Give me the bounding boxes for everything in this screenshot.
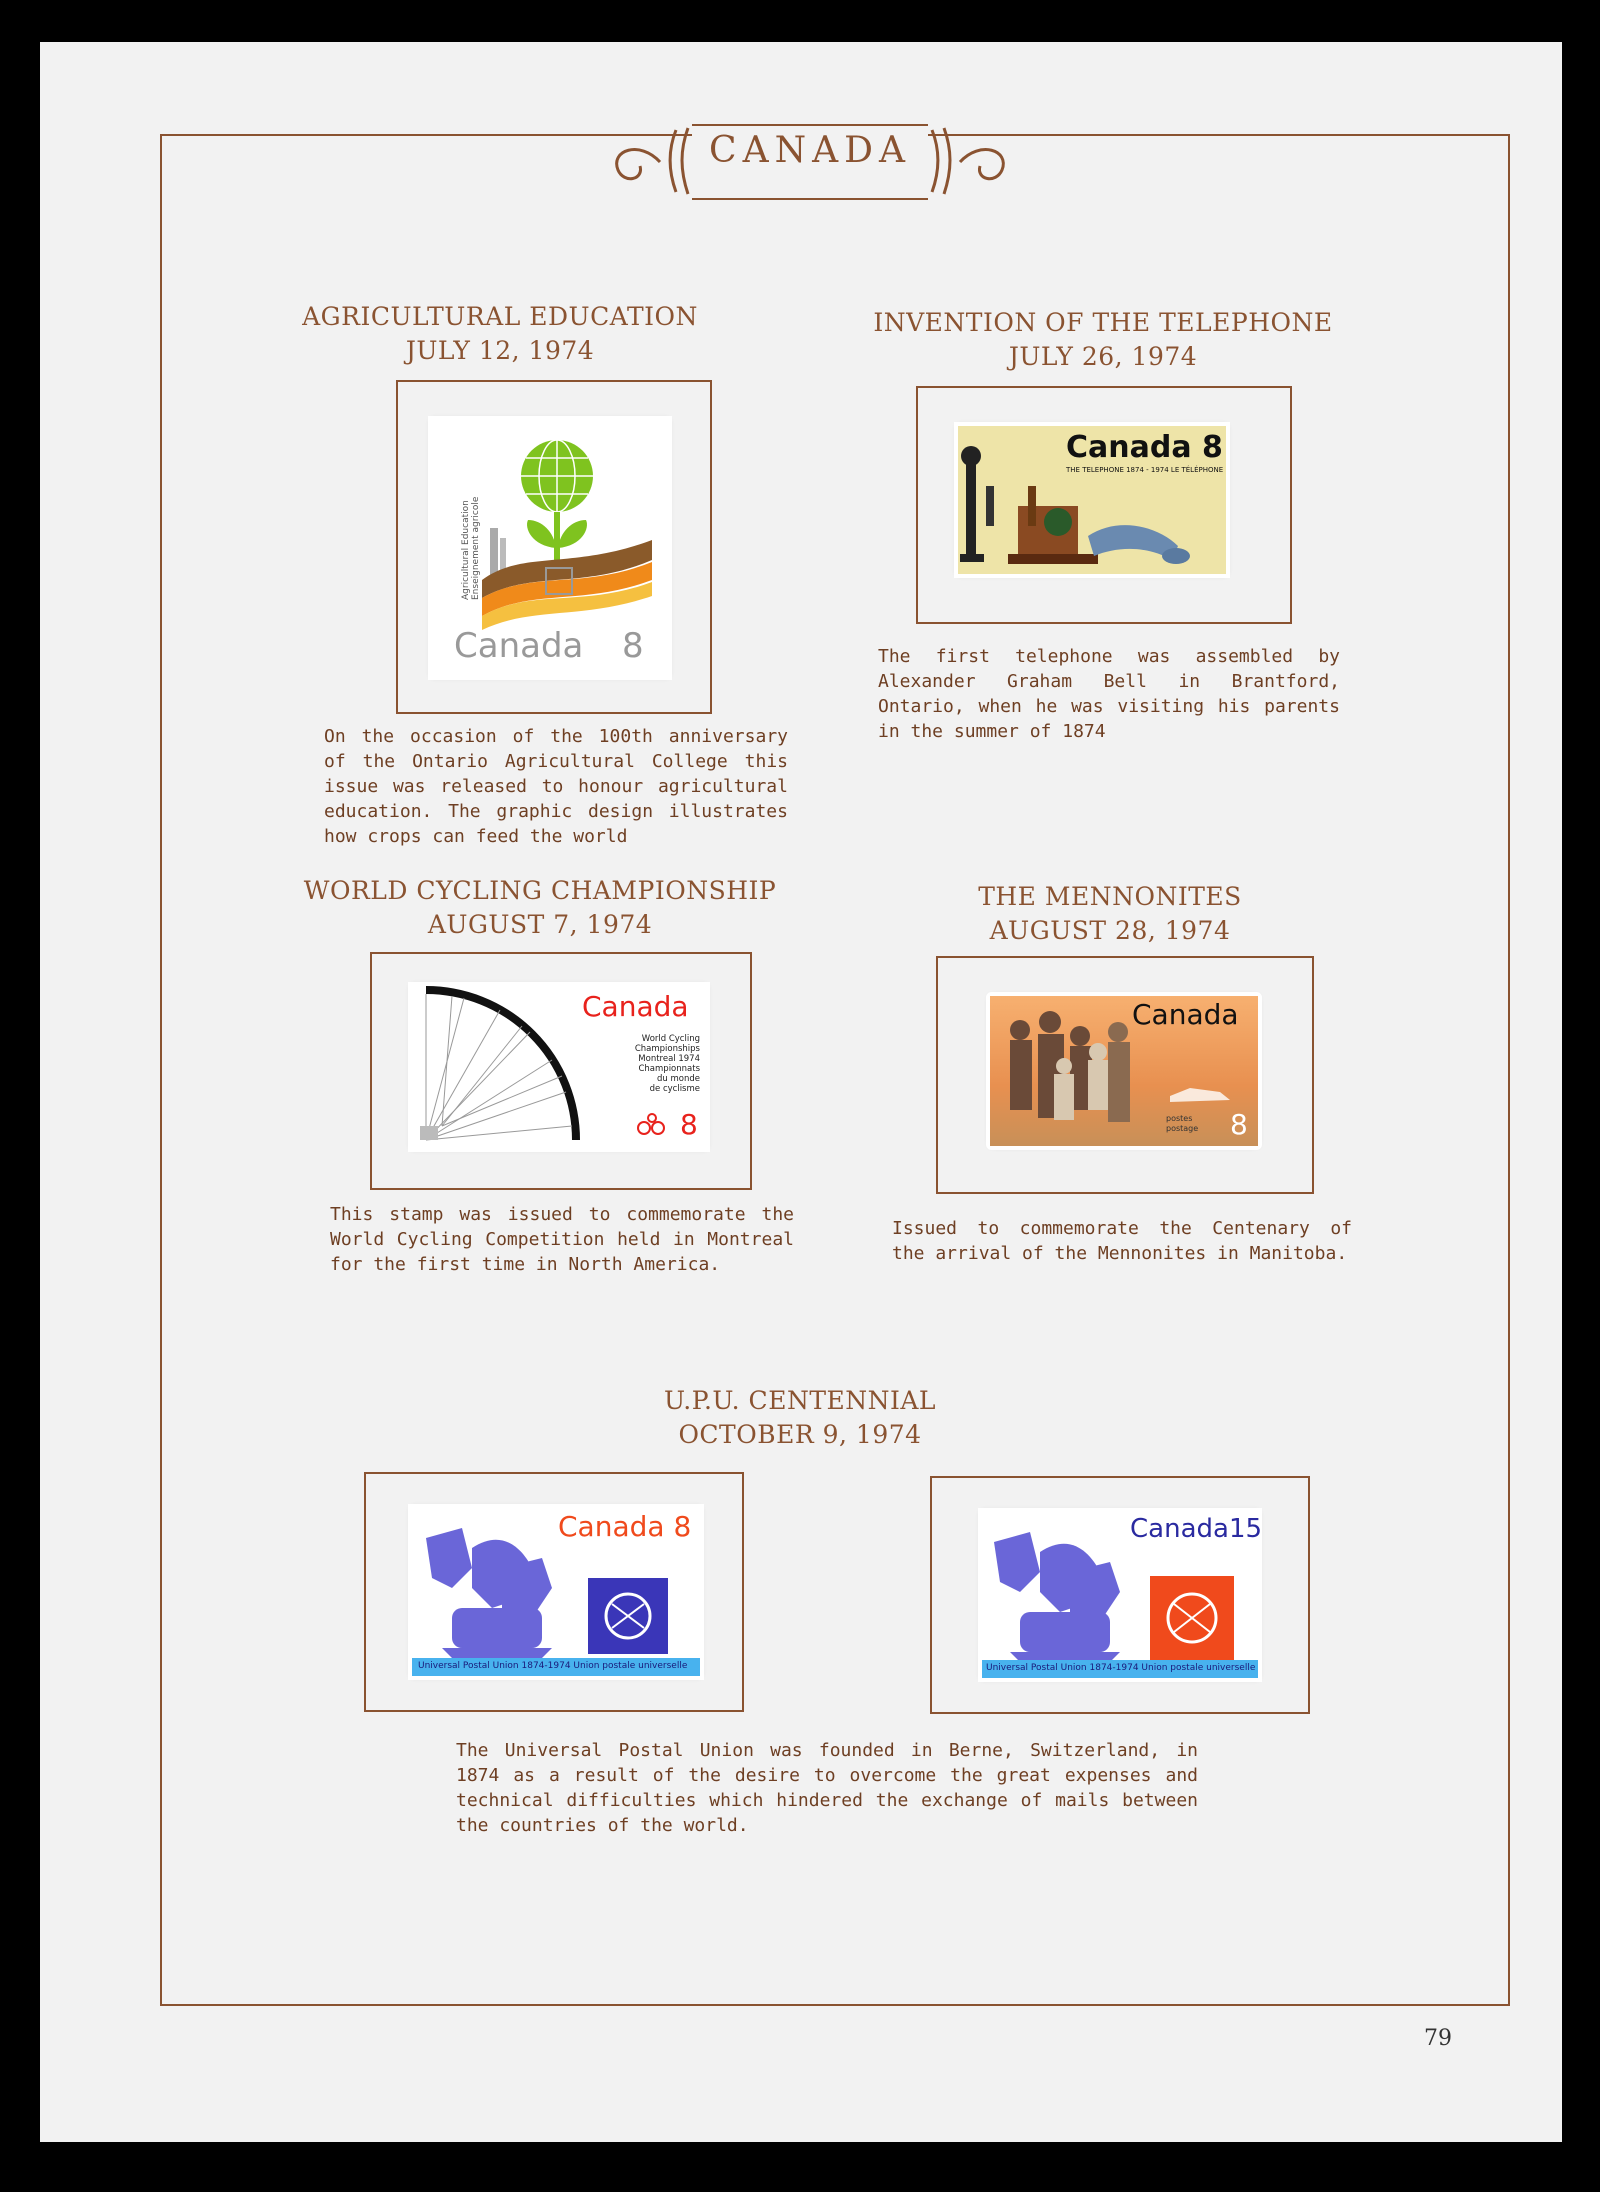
cycling-description (330, 1202, 794, 1277)
page-header (600, 110, 1020, 210)
mennonites-postage-line: postes (1166, 1114, 1193, 1123)
upu-desc-line: technical difficulties which hindered the exchange of mails between (456, 1790, 1198, 1811)
mennonites-desc-line: the arrival of the Mennonites in Manitoba. (892, 1243, 1348, 1264)
telephone-title-line1: INVENTION OF THE TELEPHONE (873, 308, 1333, 337)
mennonites-stamp-country: Canada (1132, 998, 1239, 1031)
mennonites-stamp-value: 8 (1230, 1108, 1248, 1141)
cycling-stamp (412, 986, 706, 1148)
upu-description (456, 1738, 1198, 1838)
agricultural-stamp-country: Canada (454, 626, 584, 666)
upu-stamp-8-country: Canada (558, 1510, 665, 1543)
agricultural-desc-line: of the Ontario Agricultural College this (324, 751, 788, 772)
agricultural-desc-line: education. The graphic design illustrates (324, 801, 788, 822)
cycling-date: AUGUST 7, 1974 (427, 910, 653, 939)
telephone-stamp-subtitle: THE TELEPHONE 1874 - 1974 LE TÉLÉPHONE (1066, 466, 1224, 474)
upu-stamp-8 (412, 1508, 700, 1676)
cycling-stamp-country: Canada (582, 990, 689, 1023)
agricultural-description (324, 724, 788, 849)
cycling-stamp-line: du monde (657, 1074, 700, 1084)
agricultural-desc-line: how crops can feed the world (324, 826, 628, 847)
agricultural-desc-line: On the occasion of the 100th anniversary (324, 726, 788, 747)
upu-title-line1: U.P.U. CENTENNIAL (663, 1386, 937, 1415)
page-number: 79 (1424, 2026, 1452, 2051)
agricultural-title (300, 300, 700, 368)
mennonites-title (940, 880, 1280, 948)
upu-stamp-15 (982, 1512, 1263, 1678)
cycling-desc-line: This stamp was issued to commemorate the (330, 1204, 794, 1225)
telephone-date: JULY 26, 1974 (1008, 342, 1198, 371)
telephone-desc-line: The first telephone was assembled by (878, 646, 1340, 667)
agricultural-stamp (432, 420, 668, 676)
agricultural-side-text2: Enseignement agricole (471, 496, 481, 600)
cycling-stamp-line: Championnats (638, 1064, 700, 1074)
cycling-desc-line: for the first time in North America. (330, 1254, 721, 1275)
upu-stamp-15-value: 15 (1228, 1514, 1263, 1544)
mennonites-date: AUGUST 28, 1974 (989, 916, 1231, 945)
upu-stamp-15-band: Universal Postal Union 1874-1974 Union postale universelle (986, 1663, 1256, 1673)
cycling-title (300, 874, 780, 942)
cycling-stamp-line: World Cycling (641, 1034, 700, 1044)
mennonites-desc-line: Issued to commemorate the Centenary of (892, 1218, 1352, 1239)
upu-desc-line: 1874 as a result of the desire to overcome the great expenses and (456, 1765, 1198, 1786)
upu-date: OCTOBER 9, 1974 (678, 1420, 922, 1449)
agricultural-desc-line: issue was released to honour agricultural (324, 776, 788, 797)
agricultural-title-line1: AGRICULTURAL EDUCATION (302, 302, 698, 331)
upu-stamp-15-country: Canada (1130, 1514, 1229, 1544)
telephone-stamp (958, 426, 1226, 574)
telephone-stamp-country (1066, 430, 1223, 465)
upu-desc-line: the countries of the world. (456, 1815, 749, 1836)
telephone-desc-line: in the summer of 1874 (878, 721, 1106, 742)
upu-stamp-8-value: 8 (673, 1510, 692, 1543)
agricultural-date: JULY 12, 1974 (405, 336, 595, 365)
telephone-desc-line: Ontario, when he was visiting his parents (878, 696, 1340, 717)
mennonites-stamp (990, 996, 1258, 1146)
upu-title (620, 1384, 980, 1452)
upu-stamp-15-label (1130, 1514, 1262, 1544)
upu-desc-line: The Universal Postal Union was founded in Berne, Switzerland, in (456, 1740, 1198, 1761)
telephone-description (878, 644, 1340, 744)
upu-stamp-8-label (558, 1510, 691, 1543)
cycling-stamp-line: de cyclisme (649, 1084, 700, 1094)
mennonites-title-line1: THE MENNONITES (978, 882, 1242, 911)
mennonites-postage-line: postage (1166, 1124, 1199, 1133)
telephone-stamp-country-text: Canada (1066, 430, 1192, 465)
agricultural-stamp-value: 8 (622, 626, 644, 666)
agricultural-side-text1: Agricultural Education (461, 500, 471, 600)
cycling-stamp-line: Montreal 1974 (638, 1054, 700, 1064)
cycling-stamp-line: Championships (634, 1044, 700, 1054)
cycling-stamp-lines (608, 1034, 700, 1094)
cycling-title-line1: WORLD CYCLING CHAMPIONSHIP (303, 876, 777, 905)
mennonites-stamp-postage (1166, 1114, 1198, 1134)
header-title: CANADA (709, 130, 911, 171)
upu-stamp-8-band: Universal Postal Union 1874-1974 Union postale universelle (418, 1661, 688, 1671)
cycling-desc-line: World Cycling Competition held in Montreal (330, 1229, 794, 1250)
telephone-stamp-value: 8 (1202, 430, 1223, 465)
cycling-stamp-value: 8 (680, 1108, 698, 1141)
telephone-title (850, 306, 1356, 374)
telephone-desc-line: Alexander Graham Bell in Brantford, (878, 671, 1340, 692)
mennonites-description (892, 1216, 1352, 1266)
